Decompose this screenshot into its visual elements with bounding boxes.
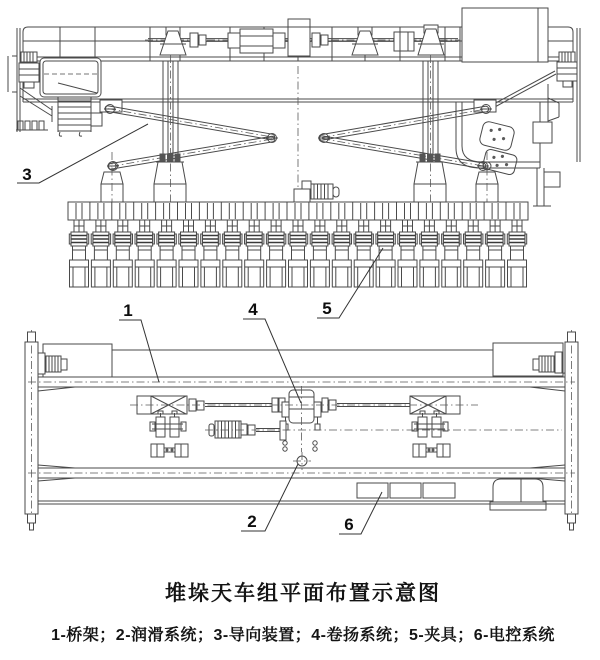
sheave-block-left <box>150 411 186 437</box>
lower-chord <box>38 501 565 504</box>
callout-6: 6 <box>344 515 354 534</box>
trolley-left <box>151 444 188 457</box>
figure-legend: 1-桥架；2-润滑系统；3-导向装置；4-卷扬系统；5-夹具；6-电控系统 <box>51 627 555 644</box>
guide-column-left <box>101 152 123 205</box>
drive-cabinet <box>288 19 310 56</box>
callout-4: 4 <box>248 300 258 319</box>
figure-title: 堆垛天车组平面布置示意图 <box>165 582 441 605</box>
end-carriage-left <box>25 330 38 530</box>
main-girder-bottom <box>28 465 575 481</box>
callout-1: 1 <box>123 301 133 320</box>
drive-machinery <box>145 19 460 56</box>
spreader-beam <box>68 202 528 220</box>
brake-unit <box>394 32 414 51</box>
guide-tower-left <box>154 55 186 205</box>
callout-3: 3 <box>22 165 32 184</box>
leader-3 <box>17 124 148 183</box>
gearbox-top <box>228 29 285 53</box>
electrical-boxes <box>357 483 455 498</box>
elevation-view <box>8 8 580 287</box>
trolley-right <box>413 444 450 457</box>
guide-column-right <box>476 152 498 205</box>
operator-cab <box>40 58 101 97</box>
winch-motor <box>209 421 286 440</box>
leader-1 <box>119 320 159 382</box>
callout-2: 2 <box>247 512 257 531</box>
top-box <box>462 8 548 62</box>
rack-teeth <box>16 121 48 130</box>
winch-assembly <box>130 386 562 457</box>
ladder <box>58 97 102 136</box>
guide-tower-right <box>414 55 446 205</box>
hoist-motor <box>294 181 339 202</box>
plan-view <box>25 330 578 530</box>
cable-box <box>490 479 546 510</box>
saddle-structure <box>456 102 560 206</box>
lube-point <box>293 452 311 470</box>
sheave-block-right <box>412 411 448 437</box>
end-carriage-right <box>565 330 578 530</box>
callout-5: 5 <box>322 299 332 318</box>
